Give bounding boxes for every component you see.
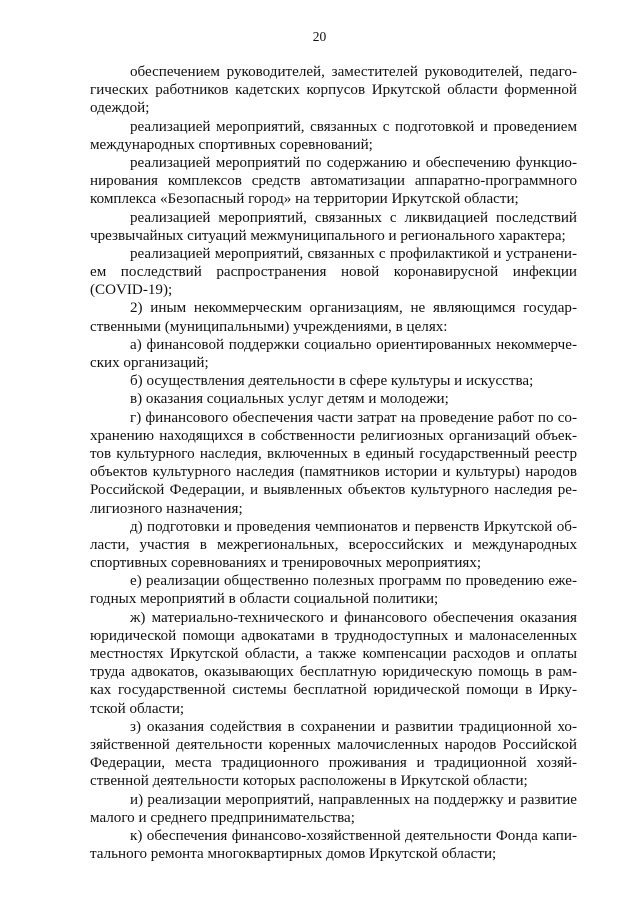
text-line: к) обеспечения финансово-хозяйственной деятельности Фонда капи- [130, 827, 577, 844]
text-line: ках государственной системы бесплатной юридической помощи в Ирку- [90, 682, 577, 699]
text-line: юридической помощи адвокатами в труднодоступных и малонаселенных [90, 627, 577, 644]
text-line: ж) материально-технического и финансового обеспечения оказания [130, 609, 577, 626]
text-line: объектов культурного наследия (памятников истории и культуры) народов [90, 464, 577, 481]
text-line: реализацией мероприятий по содержанию и обеспечению функцио- [130, 154, 577, 171]
text-line: Российской Федерации, и выявленных объектов культурного наследия ре- [90, 482, 577, 499]
text-line: труда адвокатов, оказывающих бесплатную юридическую помощь в рам- [90, 664, 577, 681]
text-line: тального ремонта многоквартирных домов Иркутской области; [90, 846, 497, 863]
text-line: з) оказания содействия в сохранении и развитии традиционной хо- [130, 718, 577, 735]
text-line: гических работников кадетских корпусов Иркутской области форменной [90, 82, 577, 99]
text-line: д) подготовки и проведения чемпионатов и первенств Иркутской об- [130, 518, 577, 535]
text-line: комплекса «Безопасный город» на территории Иркутской области; [90, 191, 519, 208]
text-line: одеждой; [90, 100, 150, 117]
text-line: е) реализации общественно полезных программ по проведению еже- [130, 573, 577, 590]
text-line: ственной деятельности которых расположены в Иркутской области; [90, 773, 528, 790]
text-line: тской области; [90, 700, 185, 717]
text-line: малого и среднего предпринимательства; [90, 809, 355, 826]
text-line: международных спортивных соревнований; [90, 136, 373, 153]
text-line: ем последствий распространения новой коронавирусной инфекции [90, 264, 577, 281]
text-line: реализацией мероприятий, связанных с ликвидацией последствий [130, 209, 577, 226]
text-line: тов культурного наследия, включенных в единый государственный реестр [90, 445, 577, 462]
text-line: годных мероприятий в области социальной политики; [90, 591, 439, 608]
text-line: ственными (муниципальными) учреждениями, в целях: [90, 318, 448, 335]
text-line: реализацией мероприятий, связанных с профилактикой и устранени- [130, 245, 577, 262]
text-line: б) осуществления деятельности в сфере культуры и искусства; [130, 373, 534, 390]
text-line: ских организаций; [90, 355, 209, 371]
text-line: (COVID-19); [90, 282, 173, 299]
text-line: зяйственной деятельности коренных малочисленных народов Российской [90, 736, 577, 753]
text-line: чрезвычайных ситуаций межмуниципального и регионального характера; [90, 227, 566, 244]
text-line: обеспечением руководителей, заместителей руководителей, педаго- [130, 64, 577, 80]
text-line: хранению находящихся в собственности религиозных организаций объек- [90, 427, 577, 444]
document-body [0, 63, 639, 863]
text-line: нирования комплексов средств автоматизации аппаратно-программного [90, 173, 577, 190]
text-line: 2) иным некоммерческим организациям, не являющимся государ- [130, 300, 577, 317]
text-line: г) финансового обеспечения части затрат на проведение работ по со- [130, 409, 577, 426]
text-line: местностях Иркутской области, а также компенсации расходов и оплаты [90, 646, 577, 662]
text-line: спортивных соревнованиях и тренировочных мероприятиях; [90, 555, 482, 572]
text-line: Федерации, места традиционного проживания и традиционной хозяй- [90, 755, 577, 772]
text-line: лигиозного назначения; [90, 500, 243, 517]
text-line: реализацией мероприятий, связанных с подготовкой и проведением [130, 118, 577, 135]
page-number: 20 [312, 29, 327, 44]
text-line: в) оказания социальных услуг детям и молодежи; [130, 391, 449, 408]
text-line: ласти, участия в межрегиональных, всероссийских и международных [90, 536, 577, 553]
text-line: и) реализации мероприятий, направленных на поддержку и развитие [130, 791, 577, 808]
text-line: а) финансовой поддержки социально ориентированных некоммерче- [130, 336, 577, 353]
